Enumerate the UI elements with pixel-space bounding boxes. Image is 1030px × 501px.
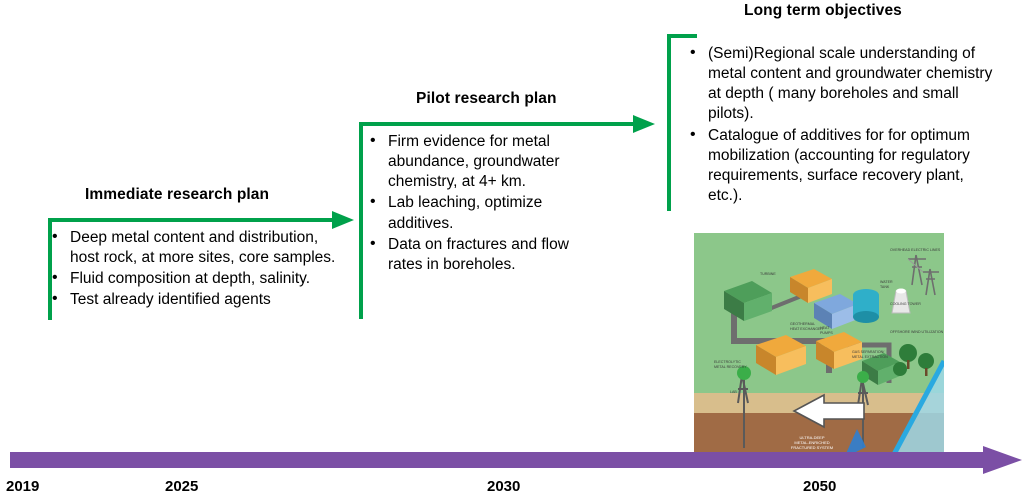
- stage-title-immediate: Immediate research plan: [85, 186, 270, 203]
- svg-text:METAL-ENRICHED: METAL-ENRICHED: [794, 440, 830, 445]
- geothermal-plant-illustration: [694, 233, 944, 458]
- svg-text:ELECTROLYTIC: ELECTROLYTIC: [714, 360, 741, 364]
- stage-title-pilot: Pilot research plan: [416, 90, 557, 107]
- svg-text:METAL RECOVERY: METAL RECOVERY: [714, 365, 747, 369]
- list-item: • Deep metal content and distribution, host rock, at more sites, core samples.: [46, 228, 336, 268]
- svg-text:TANK: TANK: [880, 285, 890, 289]
- timeline-year-2019: 2019: [6, 478, 40, 495]
- list-item: • Test already identified agents: [46, 290, 336, 310]
- list-item: • (Semi)Regional scale understanding of metal content and groundwater chemistry at depth ( many boreholes and small pilots).: [684, 44, 1002, 125]
- stage-title-longterm: Long term objectives: [744, 2, 902, 19]
- svg-text:LAB: LAB: [730, 390, 737, 394]
- stage-bullets-immediate: [46, 228, 336, 312]
- list-item: • Catalogue of additives for for optimum mobilization (accounting for regulatory requirements, surface recovery plant, etc.).: [684, 126, 1002, 207]
- timeline-year-2025: 2025: [165, 478, 199, 495]
- stage-bullets-longterm: [684, 44, 1002, 207]
- svg-text:TURBINE: TURBINE: [760, 272, 776, 276]
- svg-text:FRACTURED SYSTEM: FRACTURED SYSTEM: [790, 445, 834, 450]
- svg-text:ULTRA-DEEP: ULTRA-DEEP: [799, 435, 825, 440]
- list-item: • Lab leaching, optimize additives.: [364, 193, 604, 233]
- timeline-year-2030: 2030: [487, 478, 521, 495]
- list-item: • Data on fractures and flow rates in boreholes.: [364, 235, 604, 275]
- list-item: • Firm evidence for metal abundance, groundwater chemistry, at 4+ km.: [364, 132, 604, 192]
- svg-text:COOLING TOWER: COOLING TOWER: [890, 302, 921, 306]
- stage-bullets-pilot: [364, 132, 604, 276]
- svg-text:GAS SEPARATION/: GAS SEPARATION/: [852, 350, 885, 354]
- svg-text:HEAT: HEAT: [820, 326, 830, 330]
- svg-text:OVERHEAD ELECTRIC LINES: OVERHEAD ELECTRIC LINES: [890, 248, 941, 252]
- svg-text:PUMPS: PUMPS: [820, 331, 833, 335]
- timeline-year-2050: 2050: [803, 478, 837, 495]
- timeline-arrow: [10, 446, 1022, 474]
- svg-text:METAL EXTRACTION: METAL EXTRACTION: [852, 355, 888, 359]
- svg-text:GEOTHERMAL: GEOTHERMAL: [790, 322, 816, 326]
- svg-text:WATER: WATER: [880, 280, 893, 284]
- svg-text:HEAT EXCHANGER: HEAT EXCHANGER: [790, 327, 824, 331]
- svg-text:OFFSHORE WIND UTILIZATION: OFFSHORE WIND UTILIZATION: [890, 330, 944, 334]
- list-item: • Fluid composition at depth, salinity.: [46, 269, 336, 289]
